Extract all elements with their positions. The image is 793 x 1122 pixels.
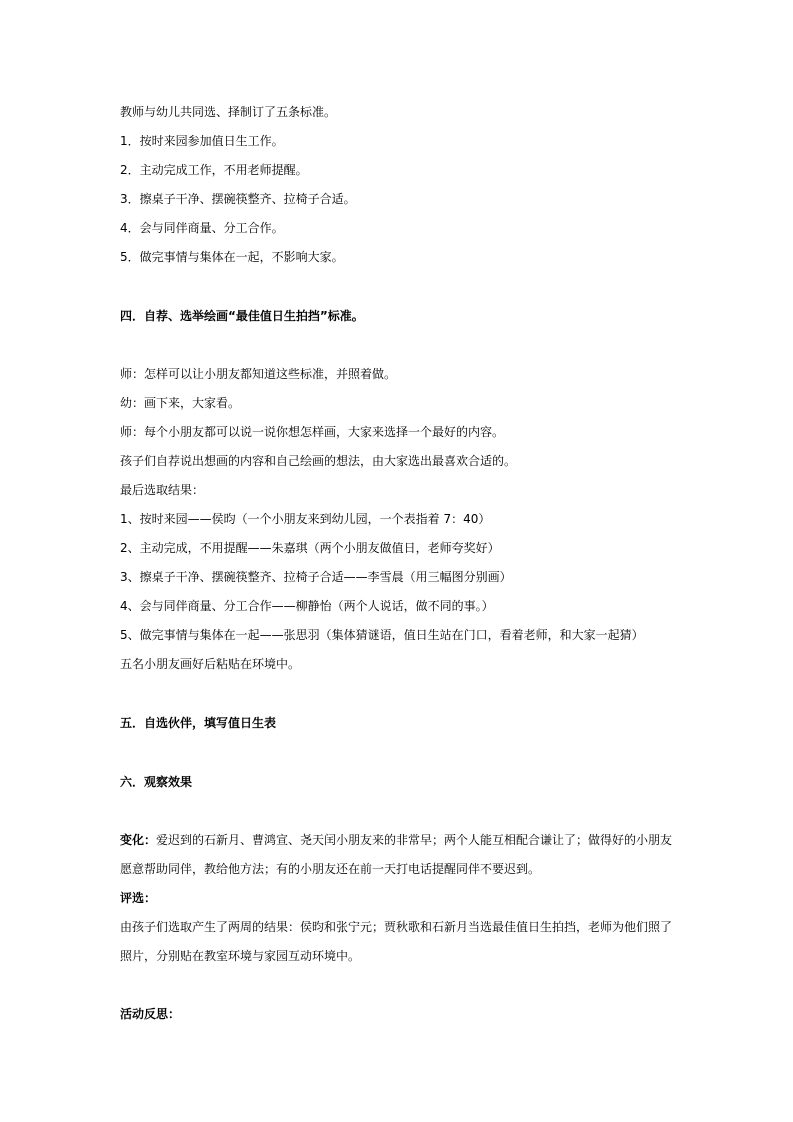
change-paragraph-line-1: [120, 832, 672, 848]
review-paragraph-line-2: 照片，分别贴在教室环境与家园互动环境中。: [120, 949, 361, 963]
section-4-heading: 四．自荐、选举绘画“最佳值日生拍挡”标准。: [120, 309, 364, 323]
dialogue-line: 师：每个小朋友都可以说一说你想怎样画，大家来选择一个最好的内容。: [120, 425, 505, 439]
dialogue-line: 师：怎样可以让小朋友都知道这些标准，并照着做。: [120, 367, 397, 381]
result-item: 5、做完事情与集体在一起——张思羽（集体猜谜语，值日生站在门口，看着老师，和大家一起猜）: [120, 628, 644, 642]
standard-item: 3．擦桌子干净、摆碗筷整齐、拉椅子合适。: [120, 192, 356, 206]
standard-item: 2．主动完成工作，不用老师提醒。: [120, 163, 308, 177]
reflection-heading: 活动反思：: [120, 1007, 181, 1021]
dialogue-line: 最后选取结果：: [120, 483, 205, 497]
section-4-closing: 五名小朋友画好后粘贴在环境中。: [120, 657, 301, 671]
result-item: 4、会与同伴商量、分工合作——柳静怡（两个人说话，做不同的事。）: [120, 599, 494, 613]
review-label: 评选：: [120, 891, 157, 905]
change-text: 爱迟到的石新月、曹鸿宣、尧天闰小朋友来的非常早；两个人能互相配合谦让了；做得好的小朋友: [156, 833, 673, 847]
result-item: 1、按时来园——侯昀（一个小朋友来到幼儿园，一个表指着 7：40）: [120, 512, 491, 526]
result-item: 2、主动完成，不用提醒——朱嘉琪（两个小朋友做值日，老师夸奖好）: [120, 541, 500, 555]
standard-item: 1．按时来园参加值日生工作。: [120, 134, 284, 148]
section-6-heading: 六．观察效果: [120, 775, 193, 789]
change-paragraph-line-2: 愿意帮助同伴，教给他方法；有的小朋友还在前一天打电话提醒同伴不要迟到。: [120, 862, 541, 876]
dialogue-line: 孩子们自荐说出想画的内容和自己绘画的想法，由大家选出最喜欢合适的。: [120, 454, 517, 468]
section-5-heading: 五．自选伙伴，填写值日生表: [120, 716, 277, 730]
change-label: 变化：: [120, 833, 157, 847]
standard-item: 4．会与同伴商量、分工合作。: [120, 221, 284, 235]
standard-item: 5．做完事情与集体在一起，不影响大家。: [120, 250, 344, 264]
result-item: 3、擦桌子干净、摆碗筷整齐、拉椅子合适——李雪晨（用三幅图分别画）: [120, 570, 512, 584]
dialogue-line: 幼：画下来，大家看。: [120, 396, 241, 410]
review-paragraph-line-1: 由孩子们选取产生了两周的结果：侯昀和张宁元；贾秋歌和石新月当选最佳值日生拍挡，老师为他们照了: [120, 920, 673, 934]
intro-paragraph: 教师与幼儿共同选、择制订了五条标准。: [120, 105, 337, 119]
